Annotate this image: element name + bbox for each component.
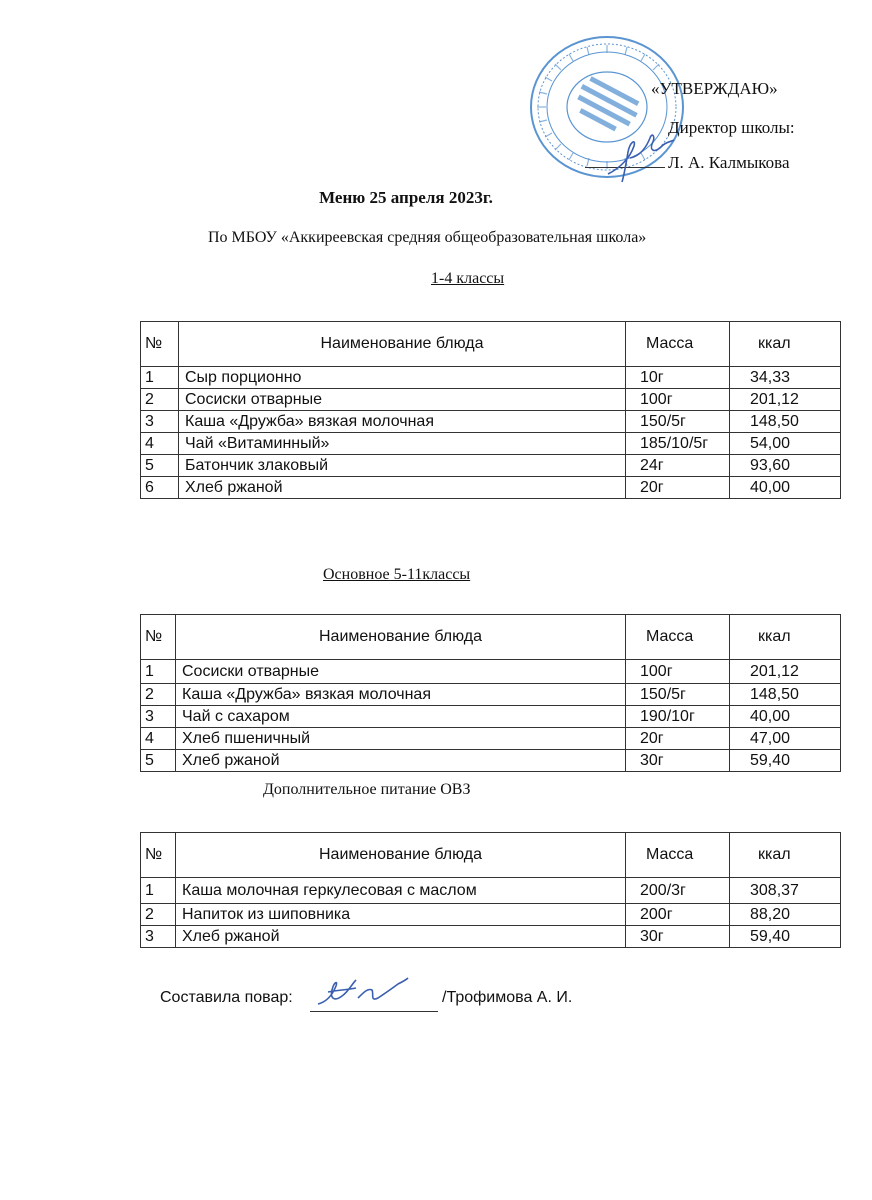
director-name: Л. А. Калмыкова	[668, 153, 790, 172]
cell-number: 5	[141, 750, 176, 772]
cook-name: /Трофимова А. И.	[442, 989, 573, 1006]
cell-weight: 30г	[626, 926, 730, 948]
cell-kcal: 47,00	[730, 728, 841, 750]
cell-dish: Напиток из шиповника	[176, 904, 626, 926]
section-heading-grades-5-11: Основное 5-11классы	[323, 566, 471, 583]
table-row	[141, 389, 841, 411]
cell-weight: 100г	[626, 389, 730, 411]
cell-kcal: 54,00	[730, 433, 841, 455]
cell-kcal: 59,40	[730, 750, 841, 772]
cell-dish: Каша «Дружба» вязкая молочная	[179, 411, 626, 433]
section-heading-ovz: Дополнительное питание ОВЗ	[263, 781, 471, 798]
table-header-row	[141, 615, 841, 660]
table-row	[141, 367, 841, 389]
menu-table-grades-1-4	[140, 321, 841, 499]
table-row	[141, 706, 841, 728]
table-row	[141, 878, 841, 904]
cook-label: Составила повар:	[160, 989, 293, 1006]
cell-dish: Хлеб пшеничный	[176, 728, 626, 750]
cell-number: 2	[141, 684, 176, 706]
cell-kcal: 40,00	[730, 477, 841, 499]
cell-dish: Хлеб ржаной	[179, 477, 626, 499]
column-kcal: ккал	[730, 615, 841, 660]
column-dish-name: Наименование блюда	[179, 322, 626, 367]
cell-weight: 24г	[626, 455, 730, 477]
cell-dish: Каша «Дружба» вязкая молочная	[176, 684, 626, 706]
table-row	[141, 926, 841, 948]
table-row	[141, 411, 841, 433]
cell-weight: 200г	[626, 904, 730, 926]
column-number: №	[141, 833, 176, 878]
cell-number: 1	[141, 878, 176, 904]
cell-weight: 190/10г	[626, 706, 730, 728]
organization-line: По МБОУ «Аккиреевская средняя общеобразовательная школа»	[208, 229, 647, 246]
table-row	[141, 684, 841, 706]
cell-dish: Каша молочная геркулесовая с маслом	[176, 878, 626, 904]
cell-dish: Сосиски отварные	[176, 660, 626, 684]
cell-kcal: 148,50	[730, 684, 841, 706]
table-row	[141, 750, 841, 772]
column-kcal: ккал	[730, 322, 841, 367]
column-number: №	[141, 615, 176, 660]
cell-weight: 200/3г	[626, 878, 730, 904]
cell-dish: Чай «Витаминный»	[179, 433, 626, 455]
cell-weight: 150/5г	[626, 684, 730, 706]
cell-weight: 100г	[626, 660, 730, 684]
cell-weight: 10г	[626, 367, 730, 389]
column-weight: Масса	[626, 322, 730, 367]
cell-weight: 185/10/5г	[626, 433, 730, 455]
cell-dish: Чай с сахаром	[176, 706, 626, 728]
cell-number: 5	[141, 455, 179, 477]
cell-kcal: 201,12	[730, 389, 841, 411]
table-row	[141, 455, 841, 477]
cell-number: 2	[141, 389, 179, 411]
column-dish-name: Наименование блюда	[176, 615, 626, 660]
cell-kcal: 40,00	[730, 706, 841, 728]
table-row	[141, 904, 841, 926]
table-row	[141, 660, 841, 684]
cell-number: 1	[141, 660, 176, 684]
section-heading-grades-1-4: 1-4 классы	[431, 270, 505, 287]
cell-dish: Сосиски отварные	[179, 389, 626, 411]
table-header-row	[141, 322, 841, 367]
cell-number: 4	[141, 728, 176, 750]
director-position: Директор школы:	[668, 118, 795, 137]
cell-dish: Хлеб ржаной	[176, 750, 626, 772]
cell-kcal: 59,40	[730, 926, 841, 948]
column-dish-name: Наименование блюда	[176, 833, 626, 878]
cell-number: 3	[141, 706, 176, 728]
cell-weight: 30г	[626, 750, 730, 772]
table-header-row	[141, 833, 841, 878]
approval-title: «УТВЕРЖДАЮ»	[651, 79, 778, 98]
cell-number: 2	[141, 904, 176, 926]
cell-number: 3	[141, 411, 179, 433]
menu-title: Меню 25 апреля 2023г.	[319, 188, 493, 207]
cell-weight: 150/5г	[626, 411, 730, 433]
cell-kcal: 148,50	[730, 411, 841, 433]
cell-number: 1	[141, 367, 179, 389]
table-row	[141, 477, 841, 499]
menu-table-grades-5-11	[140, 614, 841, 772]
cell-kcal: 34,33	[730, 367, 841, 389]
cell-kcal: 93,60	[730, 455, 841, 477]
cell-dish: Сыр порционно	[179, 367, 626, 389]
column-weight: Масса	[626, 615, 730, 660]
cell-dish: Батончик злаковый	[179, 455, 626, 477]
menu-table-ovz	[140, 832, 841, 948]
cell-number: 6	[141, 477, 179, 499]
column-number: №	[141, 322, 179, 367]
column-weight: Масса	[626, 833, 730, 878]
cell-weight: 20г	[626, 728, 730, 750]
cell-weight: 20г	[626, 477, 730, 499]
cook-signature	[312, 972, 412, 1017]
cell-kcal: 88,20	[730, 904, 841, 926]
cell-kcal: 201,12	[730, 660, 841, 684]
cell-kcal: 308,37	[730, 878, 841, 904]
column-kcal: ккал	[730, 833, 841, 878]
table-row	[141, 728, 841, 750]
cell-number: 4	[141, 433, 179, 455]
cell-number: 3	[141, 926, 176, 948]
table-row	[141, 433, 841, 455]
cell-dish: Хлеб ржаной	[176, 926, 626, 948]
